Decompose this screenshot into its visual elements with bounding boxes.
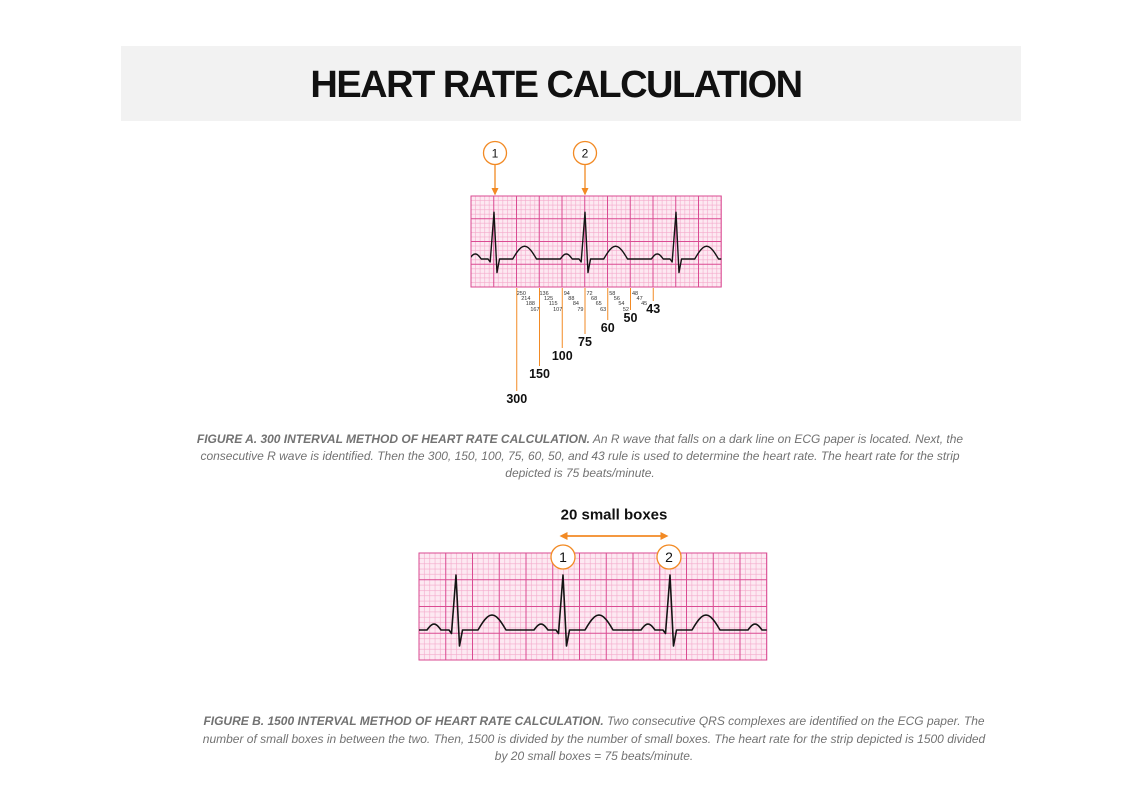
rate-label: 300: [506, 392, 528, 406]
rate-sublabel: 72: [586, 291, 593, 297]
arrow-head-left: [560, 532, 568, 540]
rate-sublabel: 88: [568, 296, 575, 302]
rate-label: 43: [646, 302, 661, 316]
caption-line: [80, 465, 1080, 482]
rate-sublabel: 214: [521, 296, 531, 302]
rate-sublabel: 56: [613, 296, 620, 302]
arrow-head-right: [661, 532, 669, 540]
figure-b-caption: [94, 713, 1094, 766]
rate-sublabel: 84: [572, 301, 579, 307]
rate-sublabel: 167: [530, 307, 540, 313]
caption-line: [94, 713, 1094, 731]
rate-label: 60: [600, 321, 615, 335]
rate-sublabel: 107: [553, 307, 563, 313]
qrs-marker-2: [657, 545, 681, 569]
interval-label: 20 small boxes: [560, 506, 668, 524]
r-wave-marker-2: [574, 142, 597, 196]
interval-arrow: [560, 532, 669, 540]
caption-lead: FIGURE B. 1500 INTERVAL METHOD OF HEART RATE CALCULATION.: [203, 714, 604, 728]
rate-sublabel: 68: [591, 296, 598, 302]
rate-sublabel: 58: [609, 291, 616, 297]
rate-sublabel: 125: [544, 296, 554, 302]
marker-number: 1: [559, 549, 567, 565]
marker-number: 2: [581, 146, 589, 161]
caption-line: [94, 748, 1094, 766]
page-title: HEART RATE CALCULATION: [310, 64, 802, 106]
rate-sublabel: 48: [631, 291, 639, 297]
arrow-head: [492, 188, 499, 196]
rate-label: 100: [551, 349, 573, 363]
rate-sublabel: 115: [548, 301, 558, 307]
ecg-paper-a: [471, 196, 721, 287]
figure-b: [320, 507, 827, 661]
caption-line: [94, 731, 1094, 749]
rate-sublabel: 188: [525, 301, 535, 307]
rate-sublabel: 54: [618, 301, 625, 307]
caption-text: consecutive R wave is identified. Then the 300, 150, 100, 75, 60, 50, and 43 rule is used to determine the heart rate. The heart rate for the strip: [200, 449, 960, 463]
rate-sublabel: 47: [636, 296, 643, 302]
rate-label: 75: [578, 335, 592, 349]
figure-a: [378, 142, 809, 407]
rate-sublabel: 45: [641, 301, 648, 307]
qrs-marker-1: [551, 545, 575, 569]
ecg-paper-b: [419, 553, 767, 660]
rate-label: 50: [623, 311, 638, 325]
rate-sublabel: 52: [622, 307, 630, 313]
rate-scale: [506, 288, 660, 406]
marker-number: 1: [491, 146, 499, 161]
rate-sublabel: 250: [516, 291, 526, 297]
caption-text: depicted is 75 beats/minute.: [505, 466, 655, 480]
caption-text: by 20 small boxes = 75 beats/minute.: [494, 749, 694, 763]
caption-line: [80, 448, 1080, 465]
caption-text: Two consecutive QRS complexes are identified on the ECG paper. The: [607, 714, 985, 728]
arrow-head: [582, 188, 589, 196]
figure-a-caption: [80, 431, 1080, 482]
caption-lead: FIGURE A. 300 INTERVAL METHOD OF HEART RATE CALCULATION.: [196, 432, 591, 446]
r-wave-marker-1: [484, 142, 507, 196]
rate-sublabel: 94: [563, 291, 570, 297]
caption-line: [80, 431, 1080, 448]
caption-text: number of small boxes in between the two. Then, 1500 is divided by the number of small boxes. The heart rate for the strip depicted is 1500 divided: [202, 731, 986, 746]
rate-sublabel: 79: [577, 307, 584, 313]
rate-sublabel: 65: [595, 301, 602, 307]
marker-number: 2: [665, 549, 673, 565]
rate-label: 150: [529, 367, 550, 381]
rate-sublabel: 63: [600, 307, 607, 313]
rate-sublabel: 136: [539, 291, 549, 297]
caption-text: An R wave that falls on a dark line on ECG paper is located. Next, the: [592, 432, 964, 446]
